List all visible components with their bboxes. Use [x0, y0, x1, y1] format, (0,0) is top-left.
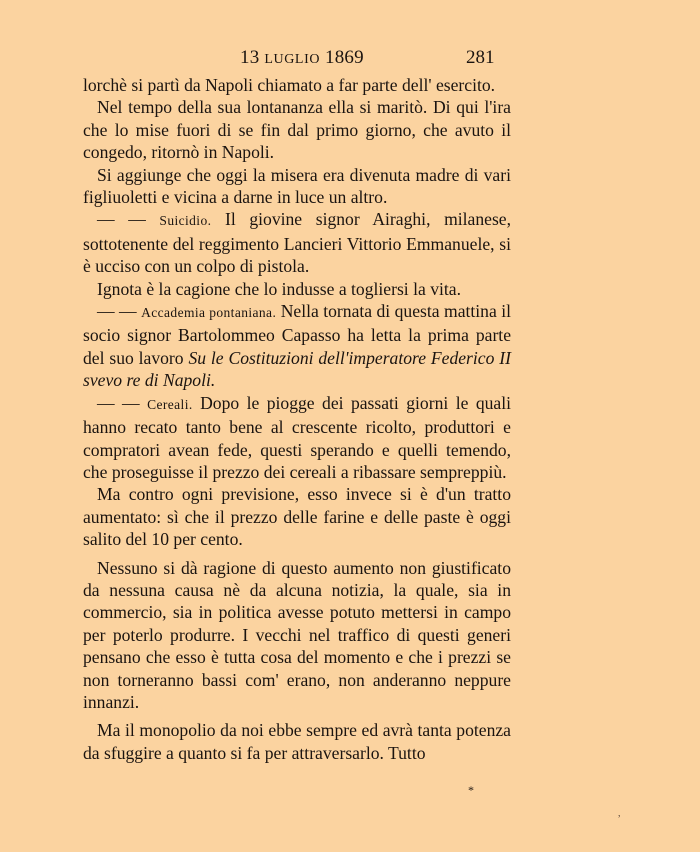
paragraph — [83, 278, 511, 300]
news-item-suicidio — [83, 208, 511, 277]
work-title: Su le Costituzioni dell'imperatore Federico II svevo re di Napoli. — [83, 347, 511, 391]
margin-mark: , — [618, 808, 621, 819]
paragraph-text: Dopo le piogge dei passati giorni le quali hanno recato tanto bene al crescente ricolto, produttori e compratori avean fede, questi sperando e quelli temendo, che proseguisse il prezzo dei cereali a ribassare sempreppiù. — [83, 392, 512, 482]
paragraph-text: Ignota è la cagione che lo indusse a togliersi la vita. — [97, 278, 461, 299]
paragraph-text: Il giovine signor Airaghi, milanese, sottotenente del reggimento Lancieri Vittorio Emmanuele, si è ucciso con un colpo di pistola. — [83, 209, 512, 277]
signature-mark: * — [468, 783, 474, 797]
paragraph-text: lorchè si partì da Napoli chiamato a far parte dell' esercito. — [83, 75, 496, 95]
paragraph — [83, 483, 511, 550]
header-day: 13 — [240, 47, 260, 68]
news-item-accademia — [83, 300, 511, 392]
running-header — [0, 47, 700, 73]
item-dash: — — — [97, 209, 146, 230]
paragraph-text: Nessuno si dà ragione di questo aumento non giustificato da nessuna causa nè da alcuna notizia, la quale, sia in commercio, sia in politica avesse potuto mettersi in campo per poterlo produrre. I vecchi nel traffico di questi generi pensano che esso è tutta cosa del momento e che i prezzi se non torneranno bassi com' erano, non anderanno neppure innanzi. — [83, 557, 511, 712]
paragraph-text: Si aggiunge che oggi la misera era divenuta madre di vari figliuoletti e vicina a darne in luce un altro. — [83, 164, 511, 208]
page-number: 281 — [466, 47, 495, 68]
paragraph — [83, 164, 511, 209]
paragraph-text: Ma il monopolio da noi ebbe sempre ed avrà tanta potenza da sfuggire a quanto si fa per attraversarlo. Tutto — [83, 720, 511, 763]
item-dash: — — — [97, 392, 140, 413]
item-heading: Cereali. — [147, 396, 193, 412]
paragraph-text: Ma contro ogni previsione, esso invece si è d'un tratto aumentato: sì che il prezzo delle farine e delle paste è oggi salito del 10 per cento. — [83, 484, 511, 550]
header-year: 1869 — [325, 47, 364, 68]
item-heading: Accademia pontaniana. — [141, 305, 277, 321]
item-dash: — — — [97, 301, 137, 322]
paragraph-continuation — [83, 74, 511, 96]
header-month: LUGLIO — [264, 52, 321, 67]
paragraph — [83, 557, 511, 714]
paragraph-text: Nel tempo della sua lontananza ella si maritò. Di qui l'ira che lo mise fuori di se fin dal primo giorno, che avuto il congedo, ritornò in Napoli. — [83, 97, 511, 163]
paragraph — [83, 96, 511, 163]
paragraph-text: Nella tornata di questa mattina il socio signor Bartolommeo Capasso ha letta la prima parte del suo lavoro — [83, 301, 512, 368]
item-heading: Suicidio. — [159, 213, 212, 229]
news-item-cereali — [83, 392, 511, 484]
header-date — [240, 47, 364, 69]
paragraph — [83, 719, 511, 764]
article-body — [83, 74, 511, 764]
